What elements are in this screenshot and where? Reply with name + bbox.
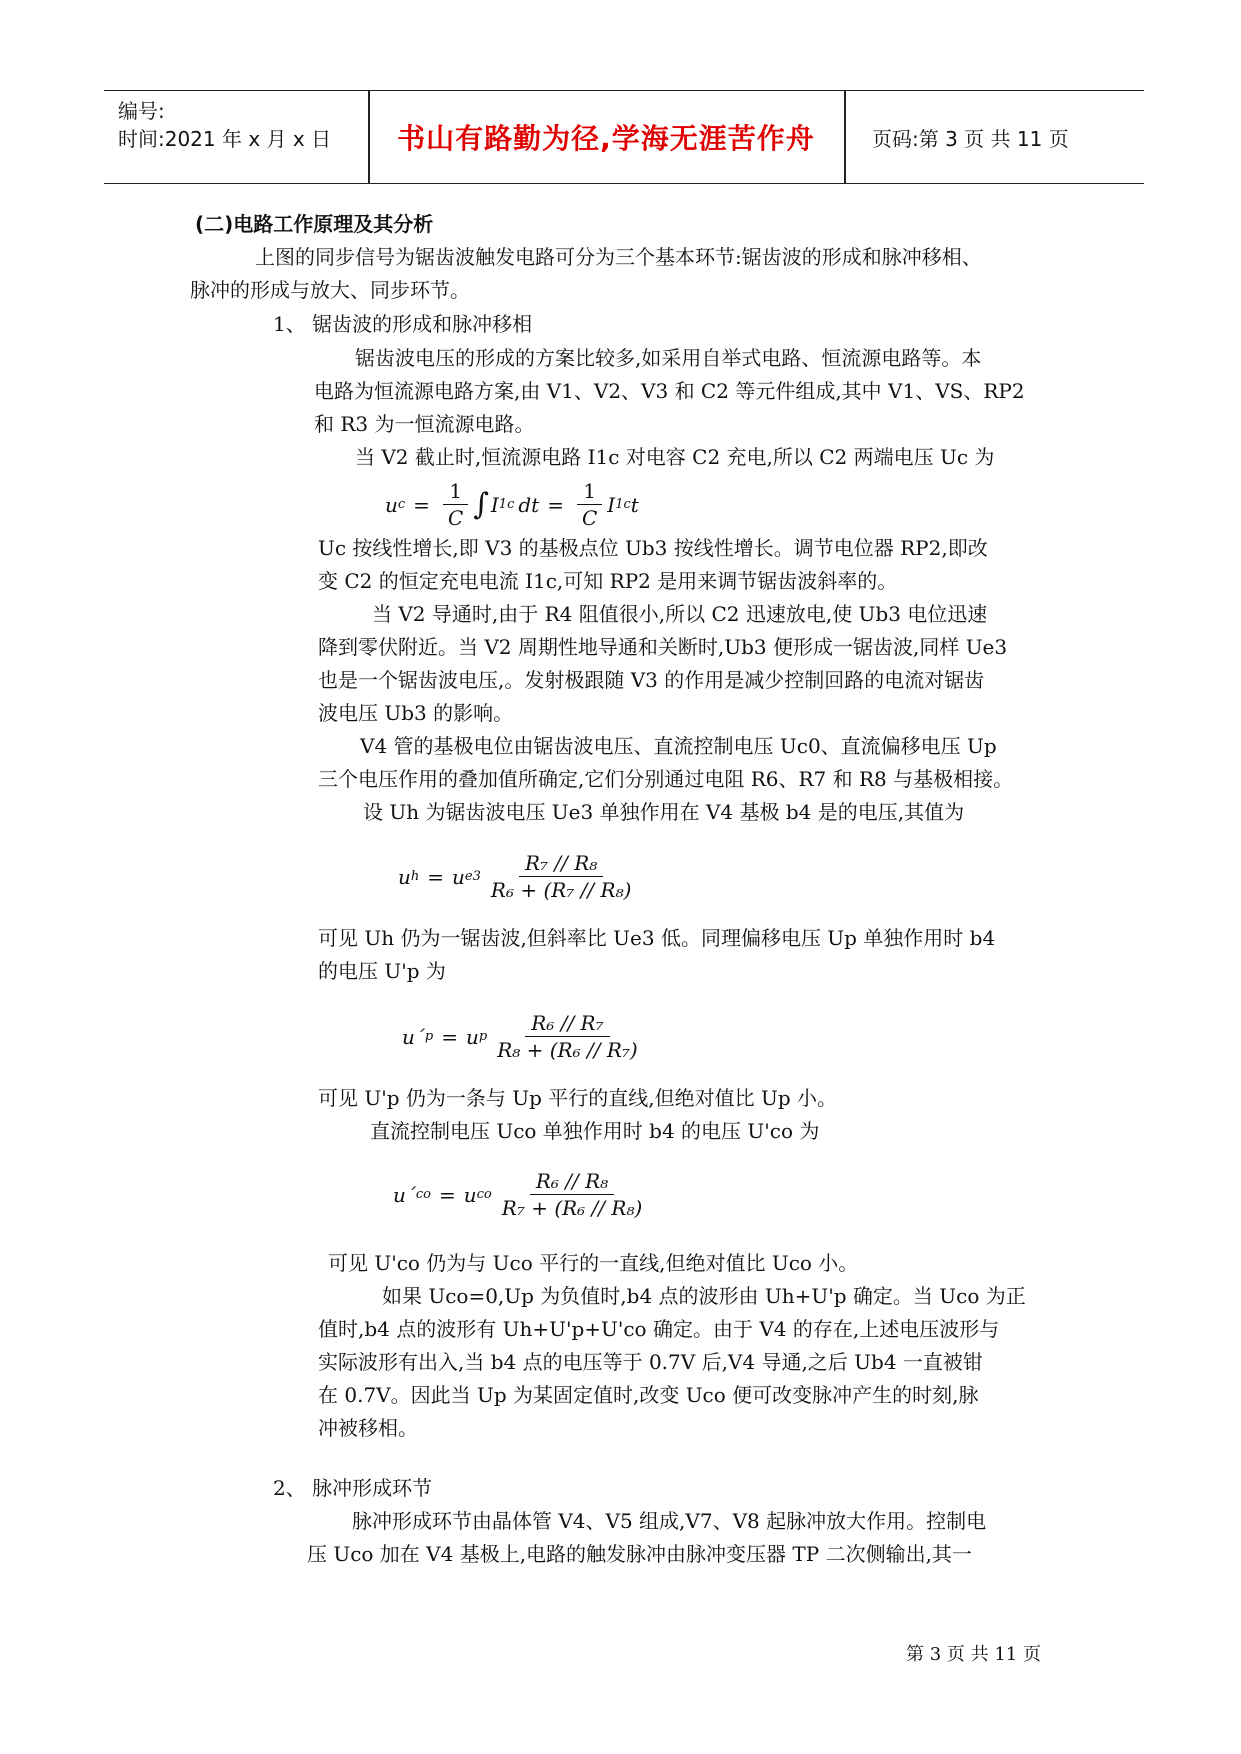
formula-num: R₆ // R₇ xyxy=(525,1010,609,1037)
item-title: 1、 锯齿波的形成和脉冲移相 xyxy=(273,312,533,336)
header-motto: 书山有路勤为径,学海无涯苦作舟 xyxy=(397,122,815,155)
formula-lhs: u xyxy=(385,492,398,517)
header-page-info: 页码:第 3 页 共 11 页 xyxy=(872,126,1069,151)
paragraph-line: 也是一个锯齿波电压,。发射极跟随 V3 的作用是减少控制回路的电流对锯齿 xyxy=(318,668,985,692)
section-title: (二)电路工作原理及其分析 xyxy=(195,212,434,236)
paragraph-line: 可见 U'co 仍为与 Uco 平行的一直线,但绝对值比 Uco 小。 xyxy=(328,1251,859,1275)
paragraph-line: 可见 U'p 仍为一条与 Up 平行的直线,但绝对值比 Up 小。 xyxy=(318,1086,837,1110)
paragraph-line: 和 R3 为一恒流源电路。 xyxy=(314,412,535,436)
paragraph-line: 压 Uco 加在 V4 基极上,电路的触发脉冲由脉冲变压器 TP 二次侧输出,其一 xyxy=(307,1542,972,1566)
formula-den: C xyxy=(447,506,464,530)
formula-mul: u xyxy=(465,1024,479,1049)
page-footer: 第 3 页 共 11 页 xyxy=(906,1644,1041,1665)
formula-fraction xyxy=(485,850,638,903)
formula-fraction xyxy=(576,478,603,531)
formula-rhs: I xyxy=(607,492,616,517)
formula-uco: u´ co = u co $\frac{\text{R₆ // R₈}}{\text{R₇ + (R₆ // R₈)}}$ xyxy=(393,1168,652,1221)
header-meta xyxy=(118,97,331,153)
paragraph-line: 脉冲的形成与放大、同步环节。 xyxy=(190,278,470,302)
paragraph-line: 降到零伏附近。当 V2 周期性地导通和关断时,Ub3 便形成一锯齿波,同样 Ue3 xyxy=(318,635,1008,659)
paragraph-line: 的电压 U'p 为 xyxy=(318,959,446,983)
formula-sub: p xyxy=(424,1029,434,1044)
formula-uc: u c = $\frac{1}{C}$ ∫ I 1c dt = $\frac{1}{C}$ I 1c t xyxy=(385,479,639,530)
header-divider xyxy=(844,91,846,183)
formula-fraction xyxy=(491,1010,644,1063)
paragraph-line: 脉冲形成环节由晶体管 V4、V5 组成,V7、V8 起脉冲放大作用。控制电 xyxy=(352,1509,987,1533)
page-header xyxy=(104,90,1144,184)
paragraph-line: 设 Uh 为锯齿波电压 Ue3 单独作用在 V4 基极 b4 是的电压,其值为 xyxy=(363,800,965,824)
item-title: 2、 脉冲形成环节 xyxy=(273,1476,433,1500)
formula-up: u´ p = u p $\frac{\text{R₆ // R₇}}{\text{R₈ + (R₆ // R₇)}}$ xyxy=(402,1010,648,1063)
paragraph-line: 可见 Uh 仍为一锯齿波,但斜率比 Ue3 低。同理偏移电压 Up 单独作用时 b4 xyxy=(318,926,996,950)
paragraph-line: 波电压 Ub3 的影响。 xyxy=(318,701,514,725)
header-time-label: 时间:2021 年 x 月 x 日 xyxy=(118,127,332,151)
formula-dt: dt xyxy=(518,492,540,517)
paragraph-line: 上图的同步信号为锯齿波触发电路可分为三个基本环节:锯齿波的形成和脉冲移相、 xyxy=(255,245,982,269)
paragraph-line: 冲被移相。 xyxy=(318,1416,418,1440)
formula-lhs: u´ xyxy=(393,1182,416,1207)
paragraph-line: 变 C2 的恒定充电电流 I1c,可知 RP2 是用来调节锯齿波斜率的。 xyxy=(318,569,898,593)
formula-sub: c xyxy=(397,497,406,512)
paragraph-line: 直流控制电压 Uco 单独作用时 b4 的电压 U'co 为 xyxy=(370,1119,820,1143)
paragraph-line: 电路为恒流源电路方案,由 V1、V2、V3 和 C2 等元件组成,其中 V1、VS、RP2 xyxy=(314,379,1025,403)
formula-mul: u xyxy=(452,864,465,889)
formula-den: R₆ + (R₇ // R₈) xyxy=(490,878,632,902)
paragraph-line: 值时,b4 点的波形有 Uh+U'p+U'co 确定。由于 V4 的存在,上述电压波形与 xyxy=(318,1317,1000,1341)
formula-den: C xyxy=(581,506,598,530)
formula-sub: co xyxy=(415,1187,431,1202)
formula-num: 1 xyxy=(443,478,468,505)
formula-sub: p xyxy=(478,1029,488,1044)
formula-sub: 1c xyxy=(498,497,515,512)
paragraph-line: Uc 按线性增长,即 V3 的基极点位 Ub3 按线性增长。调节电位器 RP2,即改 xyxy=(318,536,988,560)
formula-num: R₆ // R₈ xyxy=(530,1168,614,1195)
paragraph-line: V4 管的基极电位由锯齿波电压、直流控制电压 Uc0、直流偏移电压 Up xyxy=(360,734,997,758)
formula-den: R₈ + (R₆ // R₇) xyxy=(497,1038,638,1062)
formula-num: 1 xyxy=(577,478,602,505)
formula-sub: co xyxy=(476,1187,492,1202)
paragraph-line: 实际波形有出入,当 b4 点的电压等于 0.7V 后,V4 导通,之后 Ub4 一直被钳 xyxy=(318,1350,983,1374)
paragraph-line: 当 V2 截止时,恒流源电路 I1c 对电容 C2 充电,所以 C2 两端电压 Uc 为 xyxy=(355,445,995,469)
paragraph-line: 锯齿波电压的形成的方案比较多,如采用自举式电路、恒流源电路等。本 xyxy=(355,346,982,370)
formula-int-expr: I xyxy=(490,492,499,517)
formula-sub: e3 xyxy=(464,869,481,884)
paragraph-line: 当 V2 导通时,由于 R4 阻值很小,所以 C2 迅速放电,使 Ub3 电位迅速 xyxy=(372,602,988,626)
header-number-label: 编号: xyxy=(118,99,165,123)
formula-sub: 1c xyxy=(615,497,631,512)
formula-fraction xyxy=(496,1168,649,1221)
formula-sub: h xyxy=(410,869,420,884)
formula-den: R₇ + (R₆ // R₈) xyxy=(501,1196,643,1220)
formula-t: t xyxy=(630,492,639,517)
paragraph-line: 在 0.7V。因此当 Up 为某固定值时,改变 Uco 便可改变脉冲产生的时刻,脉 xyxy=(318,1383,979,1407)
paragraph-line: 如果 Uco=0,Up 为负值时,b4 点的波形由 Uh+U'p 确定。当 Uco 为正 xyxy=(382,1284,1026,1308)
paragraph-line: 三个电压作用的叠加值所确定,它们分别通过电阻 R6、R7 和 R8 与基极相接。 xyxy=(318,767,1014,791)
formula-num: R₇ // R₈ xyxy=(519,850,603,877)
formula-lhs: u xyxy=(398,864,411,889)
formula-uh: u h = u e3 $\frac{\text{R₇ // R₈}}{\text{R₆ + (R₇ // R₈)}}$ xyxy=(398,850,641,903)
formula-fraction xyxy=(442,478,469,531)
formula-lhs: u´ xyxy=(402,1024,425,1049)
formula-mul: u xyxy=(463,1182,477,1207)
